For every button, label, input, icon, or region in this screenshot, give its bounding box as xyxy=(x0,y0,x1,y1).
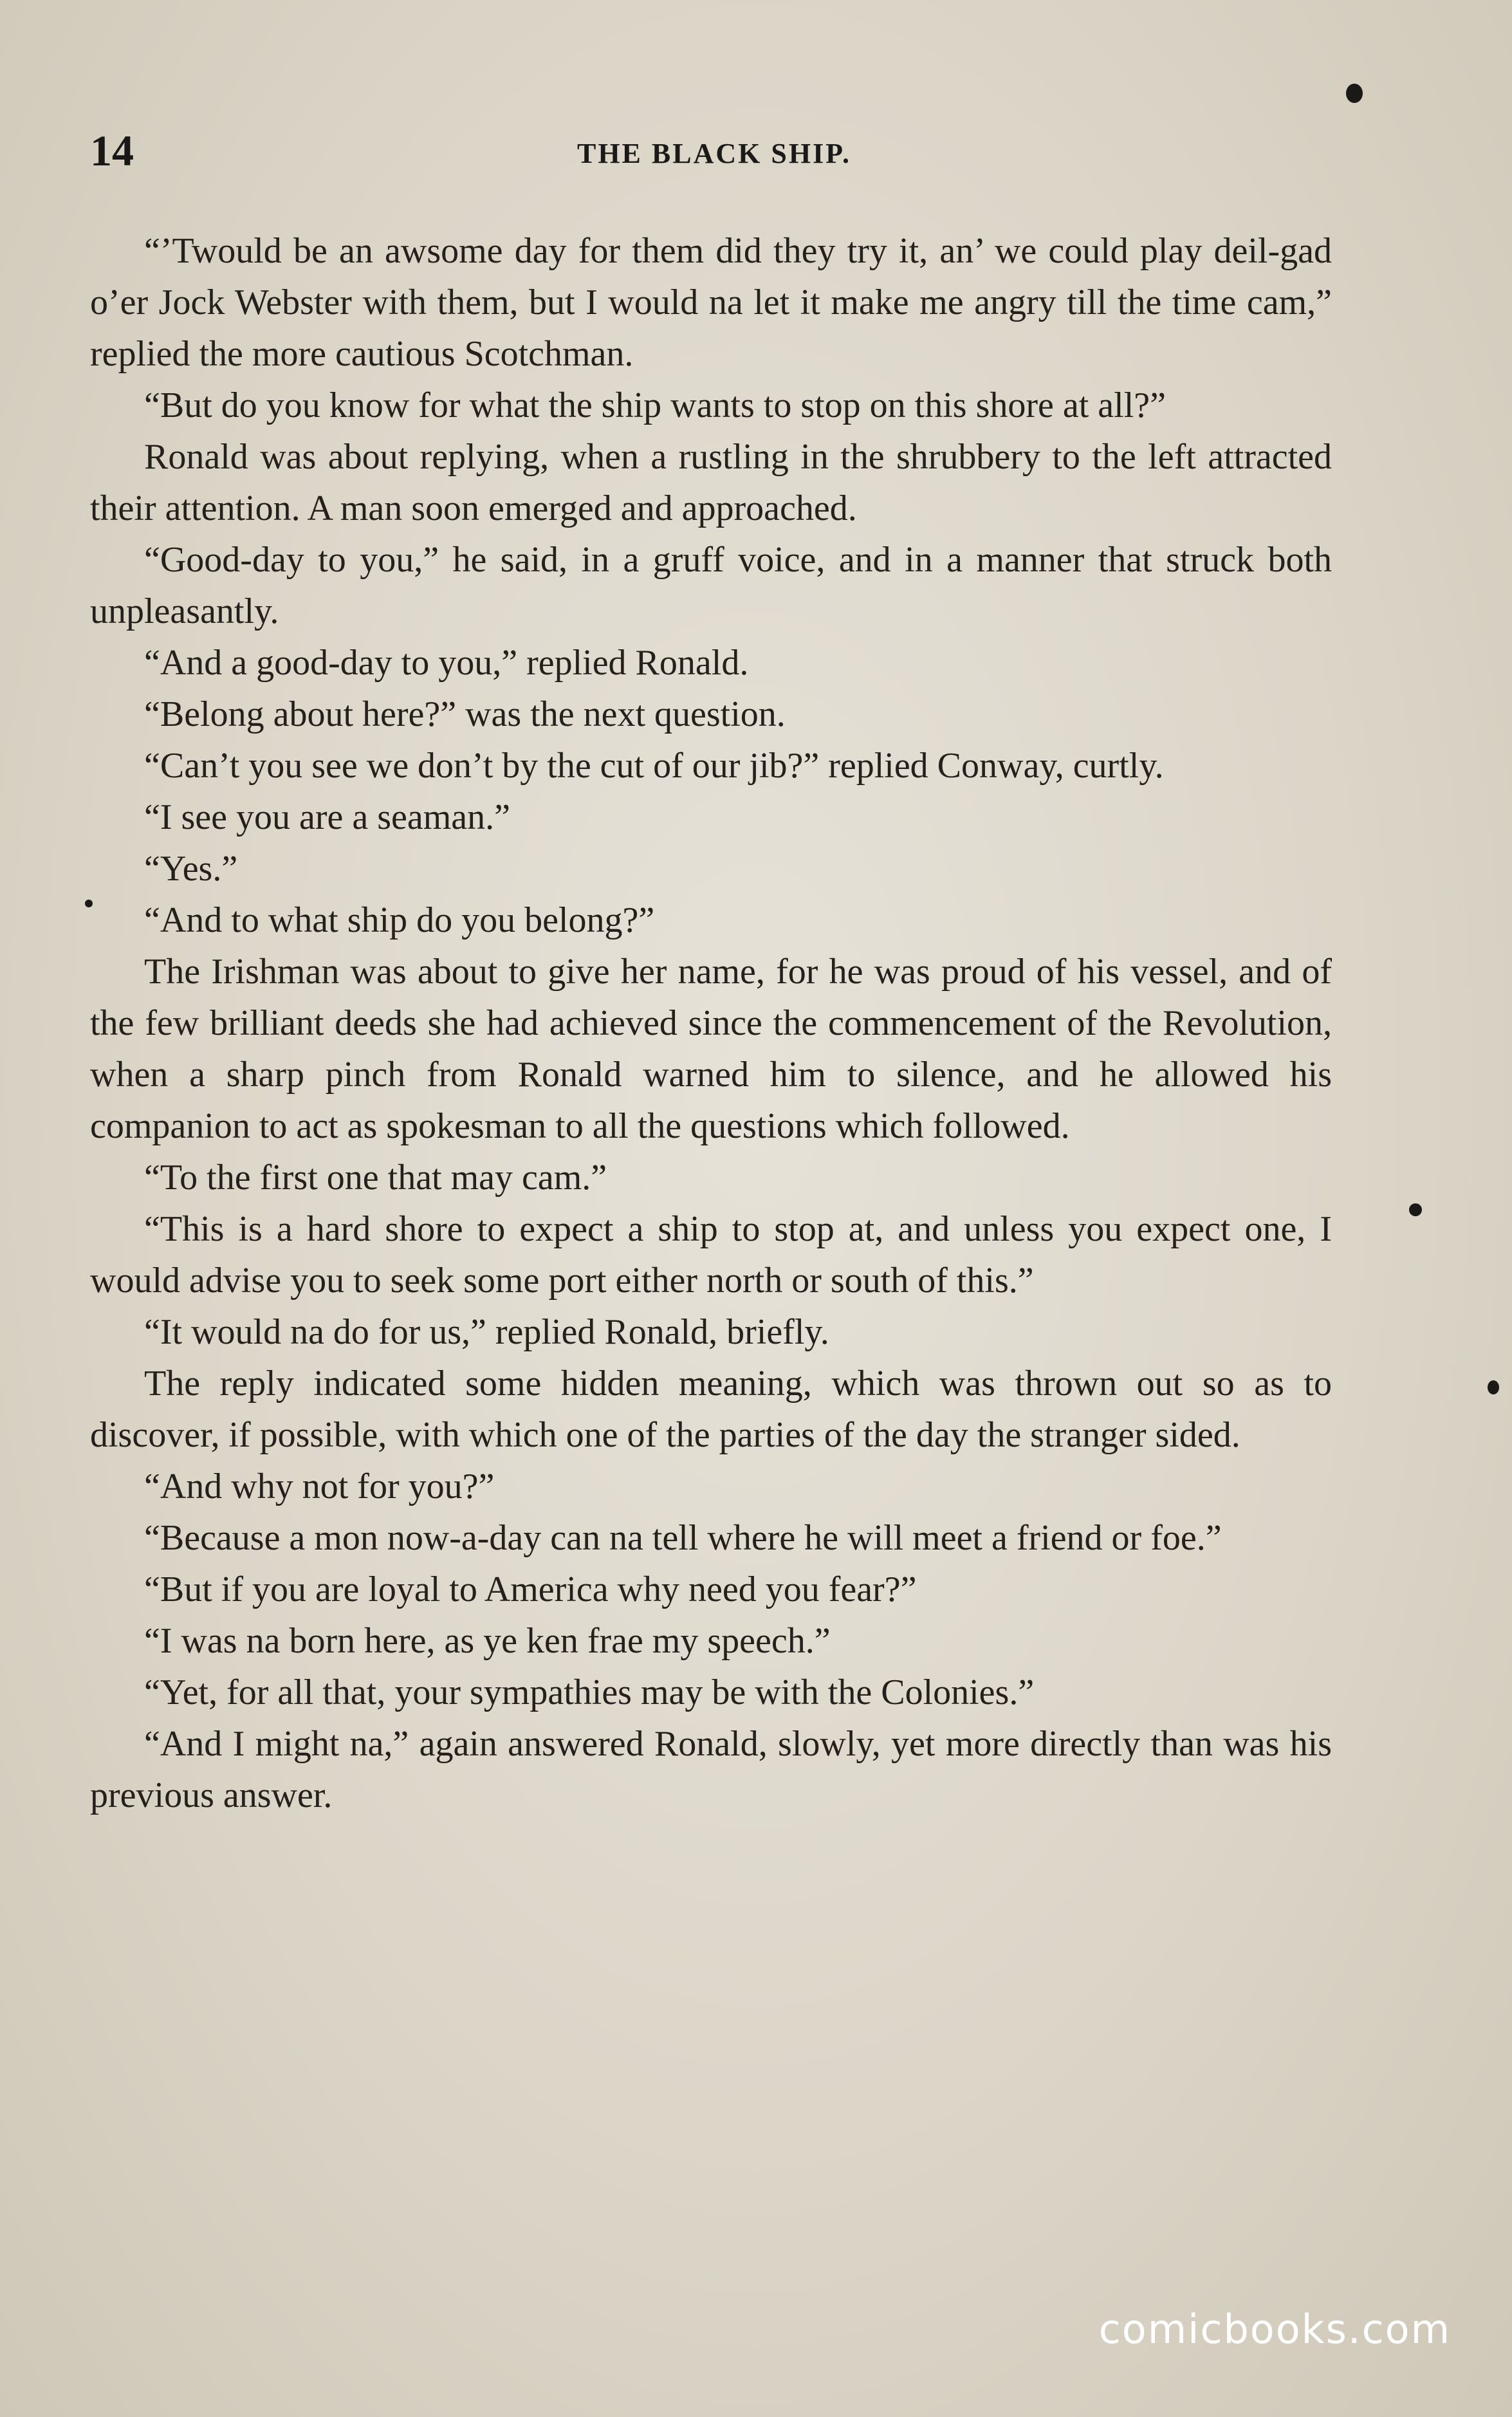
paragraph: “To the first one that may cam.” xyxy=(144,1158,607,1198)
paragraph: “It would na do for us,” replied Ronald, briefly. xyxy=(144,1312,829,1352)
paragraph: “And to what ship do you belong?” xyxy=(144,900,655,940)
paragraph: Ronald was about replying, when a rustling in the shrubbery to the left attracted their attention. A man soon emerged and approached. xyxy=(90,437,1332,528)
page-number: 14 xyxy=(90,126,134,175)
paragraph: “Yes.” xyxy=(144,849,238,889)
paragraph: “I see you are a seaman.” xyxy=(144,797,510,837)
ink-speck xyxy=(1409,1203,1422,1216)
paragraph: “Because a mon now-a-day can na tell where he will meet a friend or foe.” xyxy=(144,1518,1222,1558)
paragraph: “Belong about here?” was the next question. xyxy=(144,694,786,734)
paragraph: The Irishman was about to give her name, for he was proud of his vessel, and of the few brilliant deeds she had achieved since the commencement of the Revolution, when a sharp pinch from Ronald warned him to silence, and he allowed his companion to act as spokesman to all the questions which followed. xyxy=(90,952,1332,1146)
ink-speck xyxy=(1488,1380,1499,1394)
paragraph: “Yet, for all that, your sympathies may be with the Colonies.” xyxy=(144,1672,1035,1712)
page-header xyxy=(90,125,1338,183)
paragraph: “This is a hard shore to expect a ship to stop at, and unless you expect one, I would advise you to seek some port either north or south of this.” xyxy=(90,1209,1332,1301)
paragraph: “And why not for you?” xyxy=(144,1467,495,1506)
paragraph: “And a good-day to you,” replied Ronald. xyxy=(144,643,749,683)
body-text xyxy=(90,225,1332,1821)
watermark-logo: comicbooks.com xyxy=(1098,2306,1451,2353)
paragraph: “Good-day to you,” he said, in a gruff voice, and in a manner that struck both unpleasantly. xyxy=(90,540,1332,631)
paragraph: “’Twould be an awsome day for them did they try it, an’ we could play deil-gad o’er Jock Webster with them, but I would na let it make me angry till the time cam,” replied the more cautious Scotchman. xyxy=(90,231,1332,374)
paragraph: “But if you are loyal to America why need you fear?” xyxy=(144,1570,917,1609)
paragraph: “But do you know for what the ship wants to stop on this shore at all?” xyxy=(144,385,1166,425)
running-title: THE BLACK SHIP. xyxy=(576,138,852,169)
paragraph: “I was na born here, as ye ken frae my speech.” xyxy=(144,1621,831,1661)
ink-speck xyxy=(85,900,93,907)
paragraph: “Can’t you see we don’t by the cut of our jib?” replied Conway, curtly. xyxy=(144,746,1164,786)
ink-speck xyxy=(1346,84,1363,103)
paragraph: The reply indicated some hidden meaning, which was thrown out so as to discover, if possible, with which one of the parties of the day the stranger sided. xyxy=(90,1364,1332,1455)
paragraph: “And I might na,” again answered Ronald, slowly, yet more directly than was his previous answer. xyxy=(90,1724,1332,1815)
